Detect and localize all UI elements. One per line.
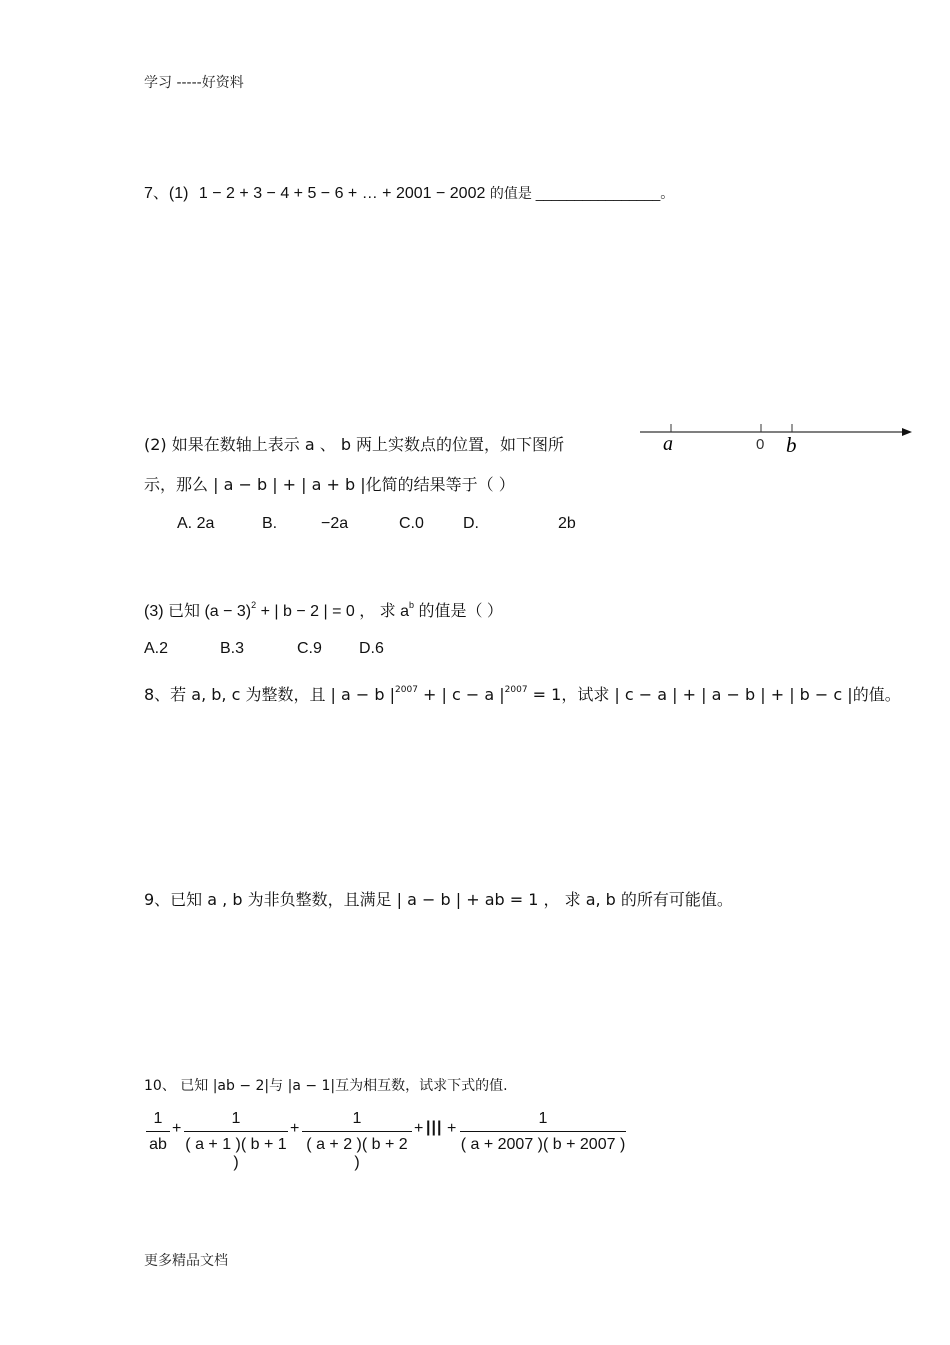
plus-sign: +: [447, 1120, 457, 1137]
q7-part3-option-b: B.3: [220, 640, 245, 657]
q8-exponent-2: 2007: [504, 685, 528, 695]
label-b: b: [786, 433, 797, 457]
plus-sign: +: [414, 1120, 424, 1137]
term-1-denominator: ab: [149, 1136, 167, 1153]
q7-part3-stem-pre: (3) 已知 (a − 3): [144, 603, 252, 620]
q10-statement: 10、 已知 |ab − 2|与 |a − 1|互为相互数，试求下式的值.: [144, 1078, 508, 1094]
option-b-label: B.: [262, 515, 278, 532]
option-b-value: −2a: [321, 515, 349, 532]
q10-term-2: [184, 1110, 288, 1172]
q8-exponent-1: 2007: [395, 685, 418, 695]
q7-part3-stem-mid: + | b − 2 | = 0 ， 求 a: [256, 603, 409, 620]
term-3-numerator: 1: [352, 1110, 362, 1127]
plus-sign: +: [172, 1120, 182, 1137]
q7-expression: 1 − 2 + 3 − 4 + 5 − 6 + … + 2001 − 2002: [198, 185, 486, 202]
q7-part2-line1: (2) 如果在数轴上表示 a 、 b 两上实数点的位置，如下图所: [144, 435, 565, 454]
ellipsis-marks: |||: [426, 1119, 443, 1136]
q7-part3-option-c: C.9: [297, 640, 322, 657]
q7-part3-exponent: 2: [251, 600, 257, 610]
term-2-numerator: 1: [231, 1110, 241, 1127]
number-line-figure: [636, 418, 916, 458]
option-a: A. 2a: [177, 515, 215, 532]
q7-label: 7、(1): [144, 185, 189, 202]
q7-part1: [144, 180, 674, 203]
label-a: a: [663, 433, 673, 455]
term-4-denominator: ( a + 2007 )( b + 2007 ): [460, 1136, 626, 1153]
q10-term-3: [302, 1110, 412, 1172]
page-header: 学习 -----好资料: [144, 75, 244, 91]
q8-pre: 8、若 a, b, c 为整数，且 | a − b |: [144, 685, 396, 704]
plus-sign: +: [290, 1120, 300, 1137]
q7-part3-stem: [144, 598, 503, 621]
option-d-value: 2b: [558, 515, 576, 532]
q8-statement: [144, 682, 901, 705]
page-footer: 更多精品文档: [144, 1253, 228, 1269]
q7-part2-line2: 示，那么 | a − b | + | a + b |化简的结果等于（ ）: [144, 475, 515, 494]
term-1-numerator: 1: [153, 1110, 163, 1127]
term-4-numerator: 1: [538, 1110, 548, 1127]
term-3-denominator: ( a + 2 )( b + 2 ): [306, 1136, 408, 1171]
option-c: C.0: [399, 515, 424, 532]
term-2-denominator: ( a + 1 )( b + 1 ): [185, 1136, 287, 1171]
q7-part3-option-d: D.6: [359, 640, 384, 657]
option-d-label: D.: [463, 515, 479, 532]
q10-term-4: [460, 1110, 626, 1154]
q9-statement: 9、已知 a , b 为非负整数，且满足 | a − b | + ab = 1 ， 求 a, b 的所有可能值。: [144, 890, 733, 909]
q7-part3-option-a: A.2: [144, 640, 169, 657]
q8-mid: + | c − a |: [417, 685, 505, 704]
q8-post: = 1，试求 | c − a | + | a − b | + | b − c |的值。: [527, 685, 901, 704]
q7-suffix: 的值是 ________________。: [489, 185, 675, 201]
q10-term-1: [146, 1110, 170, 1154]
number-line-arrow-icon: [902, 428, 912, 436]
q7-part3-exponent-b: b: [409, 600, 415, 610]
label-zero: 0: [756, 436, 765, 453]
q7-part3-stem-post: 的值是（ ）: [414, 603, 503, 620]
